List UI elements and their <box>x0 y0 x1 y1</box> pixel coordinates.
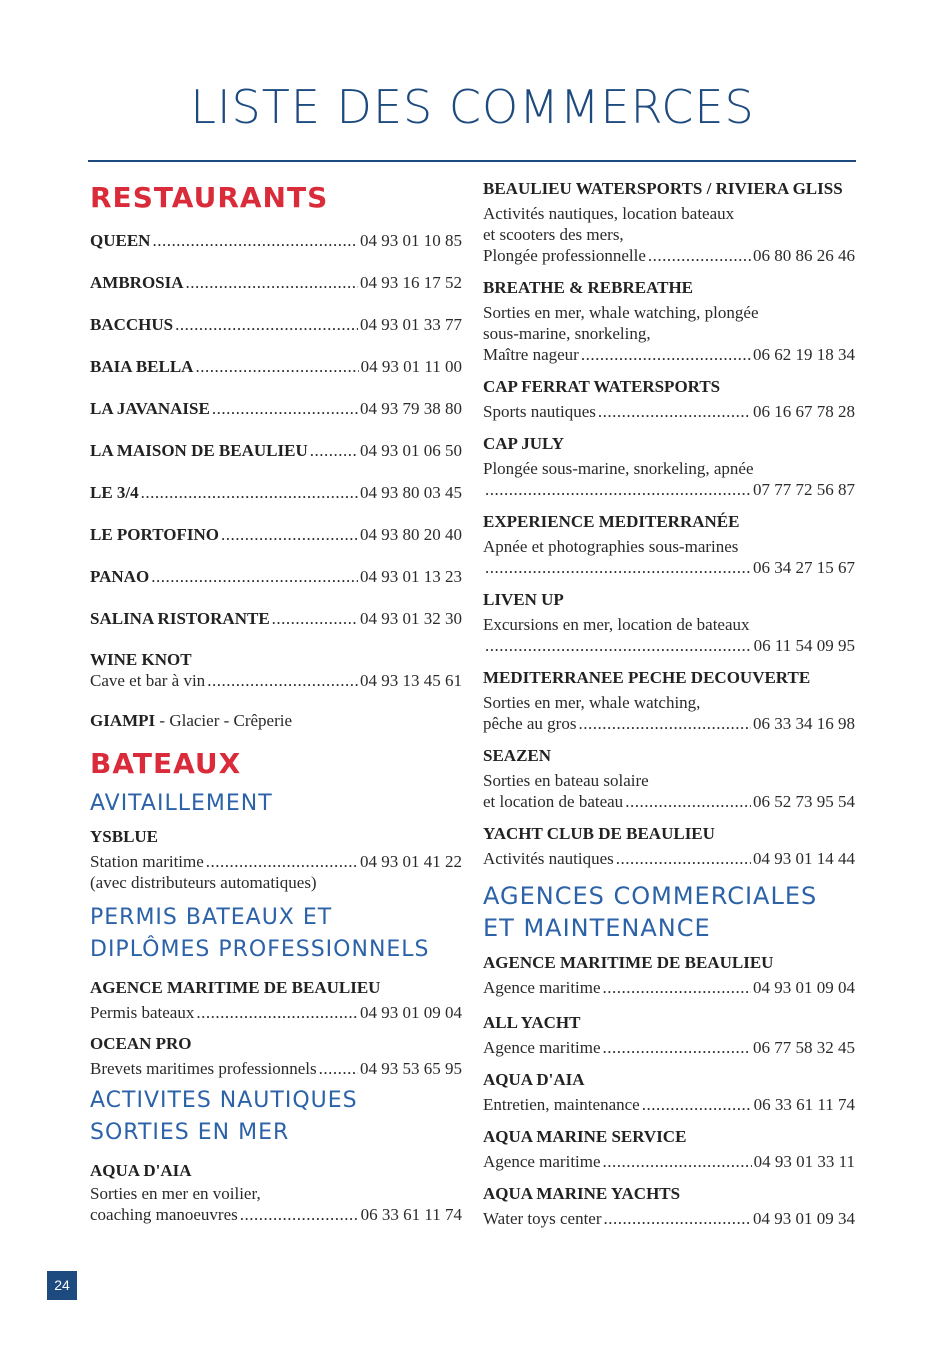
entry-desc: Sorties en mer, whale watching, plongée <box>483 303 759 322</box>
entry-desc: Sorties en bateau solaire <box>483 771 649 790</box>
page-title: LISTE DES COMMERCES <box>190 80 755 134</box>
entry-name: YACHT CLUB DE BEAULIEU <box>483 824 715 843</box>
list-item <box>90 710 462 731</box>
entry-desc: Water toys center <box>483 1209 602 1228</box>
entry-phone: 06 52 73 95 54 <box>753 792 855 811</box>
entry-name: CAP JULY <box>483 434 565 453</box>
entry-phone: 06 33 61 11 74 <box>753 1095 855 1114</box>
entry-desc: Plongée sous-marine, snorkeling, apnée <box>483 459 754 478</box>
subsection-heading-agences: AGENCES COMMERCIALES ET MAINTENANCE <box>483 882 818 942</box>
list-item <box>483 589 855 656</box>
entry-desc: et location de bateau <box>483 792 624 811</box>
list-item <box>90 566 462 587</box>
entry-phone: 04 93 01 41 22 <box>360 852 462 871</box>
entry-name: AGENCE MARITIME DE BEAULIEU <box>90 978 381 997</box>
right-column <box>483 178 855 1240</box>
entry-desc: pêche au gros <box>483 714 577 733</box>
entry-name: PANAO <box>90 567 150 586</box>
list-item <box>90 1160 462 1225</box>
list-item <box>483 667 855 734</box>
entry-phone: 06 16 67 78 28 <box>753 402 855 421</box>
entry-phone: 04 93 80 03 45 <box>360 483 462 502</box>
entry-name: AGENCE MARITIME DE BEAULIEU <box>483 953 774 972</box>
entry-desc: et scooters des mers, <box>483 225 624 244</box>
list-item <box>90 314 462 335</box>
list-item <box>90 482 462 503</box>
entry-name: QUEEN <box>90 231 151 250</box>
list-item <box>483 178 855 266</box>
entry-phone: 04 93 80 20 40 <box>360 525 462 544</box>
entry-desc: Permis bateaux <box>90 1003 195 1022</box>
title-divider <box>88 160 856 162</box>
entry-phone: 04 93 01 32 30 <box>360 609 462 628</box>
entry-name: LE 3/4 <box>90 483 139 502</box>
list-item <box>90 826 462 893</box>
entry-phone: 04 93 01 09 04 <box>753 978 855 997</box>
list-item <box>483 1126 855 1172</box>
entry-phone: 04 93 01 09 34 <box>753 1209 855 1228</box>
entry-desc: Agence maritime <box>483 1152 601 1171</box>
list-item <box>90 649 462 691</box>
entry-desc: Activités nautiques, location bateaux <box>483 204 735 223</box>
entry-phone: 04 93 13 45 61 <box>360 671 462 690</box>
entry-phone: 06 34 27 15 67 <box>753 558 855 577</box>
list-item <box>483 952 855 998</box>
entry-name: AQUA MARINE SERVICE <box>483 1127 687 1146</box>
list-item <box>483 511 855 578</box>
entry-name: BREATHE & REBREATHE <box>483 278 694 297</box>
entry-phone: 06 33 61 11 74 <box>360 1205 462 1224</box>
list-item <box>483 1183 855 1229</box>
entry-name: EXPERIENCE MEDITERRANÉE <box>483 512 740 531</box>
entry-phone: 06 77 58 32 45 <box>753 1038 855 1057</box>
restaurant-list <box>90 230 462 629</box>
entry-name: LIVEN UP <box>483 590 564 609</box>
list-item <box>483 376 855 422</box>
list-item <box>483 1012 855 1058</box>
entry-name: LA JAVANAISE <box>90 399 210 418</box>
entry-name: GIAMPI <box>90 711 156 730</box>
entry-desc: - Glacier - Crêperie <box>155 711 293 730</box>
entry-name: YSBLUE <box>90 827 159 846</box>
entry-name: ALL YACHT <box>483 1013 581 1032</box>
list-item <box>90 398 462 419</box>
list-item <box>90 1033 462 1079</box>
entry-desc: Maître nageur <box>483 345 579 364</box>
entry-phone: 04 93 01 10 85 <box>360 231 462 250</box>
entry-note: (avec distributeurs automatiques) <box>90 873 317 892</box>
list-item <box>483 433 855 500</box>
entry-name: LE PORTOFINO <box>90 525 219 544</box>
entry-desc: Sorties en mer en voilier, <box>90 1184 261 1203</box>
list-item <box>483 1069 855 1115</box>
entry-phone: 04 93 01 06 50 <box>360 441 462 460</box>
section-heading-restaurants: RESTAURANTS <box>90 181 329 214</box>
entry-phone: 04 93 01 33 11 <box>753 1152 855 1171</box>
entry-phone: 07 77 72 56 87 <box>753 480 855 499</box>
list-item <box>483 745 855 812</box>
entry-desc: Apnée et photographies sous-marines <box>483 537 739 556</box>
list-item <box>90 230 462 251</box>
entry-name: AQUA MARINE YACHTS <box>483 1184 681 1203</box>
section-heading-bateaux: BATEAUX <box>90 747 242 780</box>
entry-name: OCEAN PRO <box>90 1034 192 1053</box>
entry-desc: Station maritime <box>90 852 204 871</box>
entry-name: BACCHUS <box>90 315 174 334</box>
entry-name: AQUA D'AIA <box>483 1070 585 1089</box>
entry-phone: 06 80 86 26 46 <box>753 246 855 265</box>
left-column <box>90 178 462 1225</box>
entry-name: WINE KNOT <box>90 650 192 669</box>
entry-desc: Activités nautiques <box>483 849 614 868</box>
list-item <box>90 977 462 1023</box>
entry-phone: 06 33 34 16 98 <box>753 714 855 733</box>
entry-desc: Sports nautiques <box>483 402 596 421</box>
entry-desc: Agence maritime <box>483 1038 601 1057</box>
entry-name: LA MAISON DE BEAULIEU <box>90 441 308 460</box>
entry-phone: 04 93 01 09 04 <box>360 1003 462 1022</box>
entry-phone: 06 11 54 09 95 <box>753 636 855 655</box>
page-number: 24 <box>47 1271 77 1300</box>
list-item <box>483 277 855 365</box>
entry-phone: 04 93 01 13 23 <box>360 567 462 586</box>
entry-name: MEDITERRANEE PECHE DECOUVERTE <box>483 668 811 687</box>
list-item <box>483 823 855 869</box>
entry-desc: coaching manoeuvres <box>90 1205 238 1224</box>
list-item <box>90 356 462 377</box>
entry-phone: 04 93 01 33 77 <box>360 315 462 334</box>
entry-desc: Excursions en mer, location de bateaux <box>483 615 750 634</box>
entry-phone: 04 93 01 14 44 <box>753 849 855 868</box>
entry-desc: Agence maritime <box>483 978 601 997</box>
entry-name: CAP FERRAT WATERSPORTS <box>483 377 721 396</box>
subsection-heading-permis: PERMIS BATEAUX ET DIPLÔMES PROFESSIONNELS <box>90 905 430 962</box>
entry-desc: Plongée professionnelle <box>483 246 646 265</box>
entry-desc: Entretien, maintenance <box>483 1095 640 1114</box>
entry-desc: Brevets maritimes professionnels <box>90 1059 317 1078</box>
watersports-list <box>483 178 855 869</box>
entry-phone: 04 93 16 17 52 <box>360 273 462 292</box>
list-item <box>90 608 462 629</box>
entry-phone: 04 93 79 38 80 <box>360 399 462 418</box>
entry-desc: sous-marine, snorkeling, <box>483 324 651 343</box>
entry-phone: 04 93 01 11 00 <box>360 357 462 376</box>
entry-name: AQUA D'AIA <box>90 1161 192 1180</box>
entry-phone: 04 93 53 65 95 <box>360 1059 462 1078</box>
subsection-heading-avitaillement: AVITAILLEMENT <box>90 791 273 816</box>
list-item <box>90 440 462 461</box>
entry-desc: Sorties en mer, whale watching, <box>483 693 701 712</box>
list-item <box>90 272 462 293</box>
entry-name: BAIA BELLA <box>90 357 194 376</box>
entry-name: BEAULIEU WATERSPORTS / RIVIERA GLISS <box>483 179 843 198</box>
entry-phone: 06 62 19 18 34 <box>753 345 855 364</box>
list-item <box>90 524 462 545</box>
agences-list <box>483 952 855 1229</box>
entry-name: SALINA RISTORANTE <box>90 609 270 628</box>
entry-name: SEAZEN <box>483 746 552 765</box>
entry-name: AMBROSIA <box>90 273 184 292</box>
entry-desc: Cave et bar à vin <box>90 671 206 690</box>
subsection-heading-activites: ACTIVITES NAUTIQUES SORTIES EN MER <box>90 1088 358 1145</box>
